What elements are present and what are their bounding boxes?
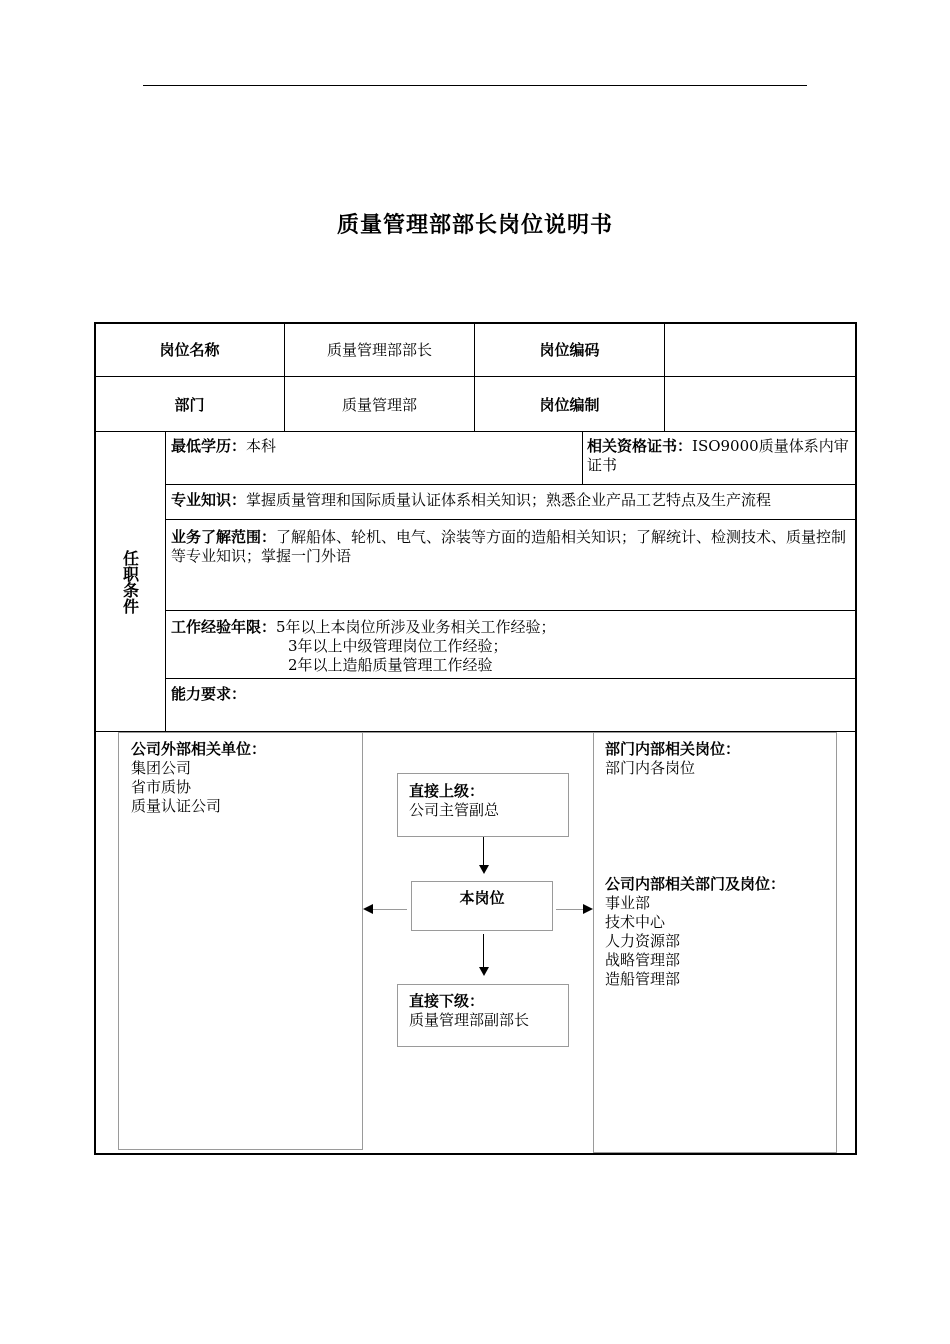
business-scope-field xyxy=(171,528,853,566)
ability-label: 能力要求： xyxy=(171,685,247,703)
knowledge-value: 掌握质量管理和国际质量认证体系相关知识；熟悉企业产品工艺特点及生产流程 xyxy=(246,491,772,509)
subordinate-value: 质量管理部副部长 xyxy=(409,1011,530,1029)
external-unit-item: 省市质协 xyxy=(131,778,192,796)
superior-text xyxy=(409,782,564,820)
department-value: 质量管理部 xyxy=(341,395,417,414)
experience-line-1: 5年以上本岗位所涉及业务相关工作经验； xyxy=(276,618,556,636)
external-unit-item: 集团公司 xyxy=(131,759,192,777)
subordinate-text xyxy=(409,992,564,1030)
certificate-value: ISO9000质量体系内审证书 xyxy=(587,437,849,474)
education-label: 最低学历： xyxy=(171,437,247,455)
job-code-label: 岗位编码 xyxy=(539,341,600,359)
ability-field xyxy=(171,685,853,704)
experience-label: 工作经验年限： xyxy=(171,618,277,636)
superior-title: 直接上级： xyxy=(409,782,485,800)
business-scope-label: 业务了解范围： xyxy=(171,528,277,546)
dept-internal-title: 部门内部相关岗位： xyxy=(605,740,741,758)
arrow-down-icon xyxy=(479,967,489,976)
job-code-value xyxy=(665,323,855,376)
external-units-title: 公司外部相关单位： xyxy=(131,740,267,758)
external-units-text xyxy=(131,740,356,816)
certificate-field xyxy=(587,437,853,475)
experience-line-3: 2年以上造船质量管理工作经验 xyxy=(288,656,493,674)
business-scope-value: 了解船体、轮机、电气、涂装等方面的造船相关知识；了解统计、检测技术、质量控制等专业知识；掌握一门外语 xyxy=(171,528,847,565)
arrow-left-icon xyxy=(363,904,373,914)
company-internal-item: 战略管理部 xyxy=(605,951,681,969)
knowledge-field xyxy=(171,491,853,510)
document-title: 质量管理部部长岗位说明书 xyxy=(336,213,613,238)
company-internal-text xyxy=(605,875,830,989)
arrow-right-icon xyxy=(583,904,593,914)
external-unit-item: 质量认证公司 xyxy=(131,797,222,815)
headcount-label: 岗位编制 xyxy=(539,395,600,414)
company-internal-title: 公司内部相关部门及岗位： xyxy=(605,875,786,893)
company-internal-item: 造船管理部 xyxy=(605,970,681,988)
company-internal-item: 技术中心 xyxy=(605,913,666,931)
company-internal-item: 人力资源部 xyxy=(605,932,681,950)
dept-internal-text xyxy=(605,740,830,778)
headcount-value xyxy=(665,377,855,431)
department-label: 部门 xyxy=(174,395,205,414)
arrow-down-icon xyxy=(479,865,489,874)
job-title-value: 质量管理部部长 xyxy=(326,341,432,359)
experience-line-2: 3年以上中级管理岗位工作经验； xyxy=(288,637,508,655)
header-rule xyxy=(143,85,807,86)
job-title-label: 岗位名称 xyxy=(159,341,220,359)
experience-field xyxy=(171,618,853,675)
knowledge-label: 专业知识： xyxy=(171,491,247,509)
dept-internal-item: 部门内各岗位 xyxy=(605,759,696,777)
requirements-section xyxy=(95,432,165,731)
education-value: 本科 xyxy=(246,437,277,455)
requirements-section-label: 任职条件 xyxy=(120,549,140,614)
self-position-label: 本岗位 xyxy=(459,889,505,907)
company-internal-item: 事业部 xyxy=(605,894,651,912)
superior-value: 公司主管副总 xyxy=(409,801,500,819)
education-field xyxy=(171,437,579,456)
certificate-label: 相关资格证书： xyxy=(587,437,693,455)
subordinate-title: 直接下级： xyxy=(409,992,485,1010)
